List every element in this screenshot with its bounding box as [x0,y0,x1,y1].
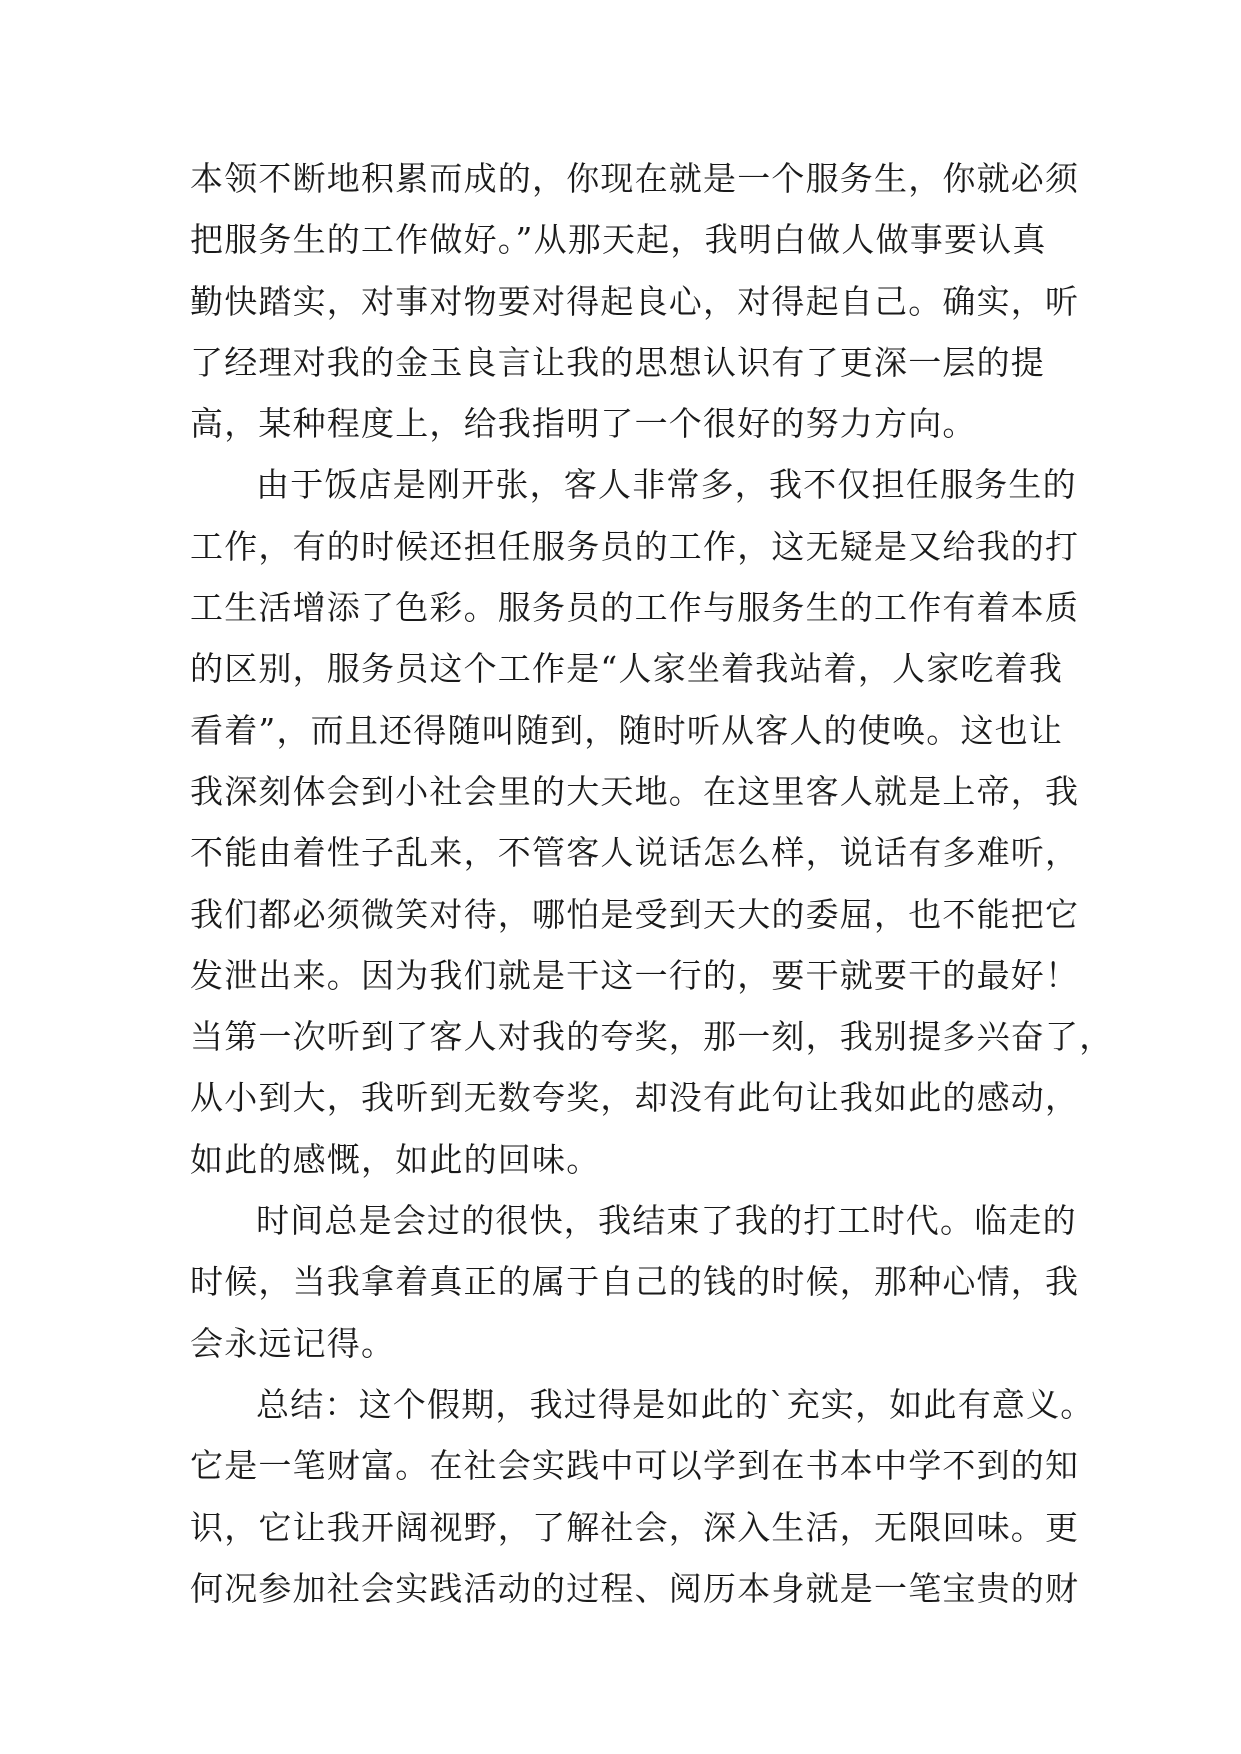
text-line: 会永远记得。 [190,1323,396,1363]
text-line: 了经理对我的金玉良言让我的思想认识有了更深一层的提 [190,342,1045,382]
text-line: 当第一次听到了客人对我的夸奖，那一刻，我别提多兴奋了， [190,1017,1114,1057]
text-line: 从小到大，我听到无数夸奖，却没有此句让我如此的感动， [190,1078,1080,1118]
text-line: 发泄出来。因为我们就是干这一行的，要干就要干的最好！ [190,955,1080,995]
paragraph-start-line: 总结：这个假期，我过得是如此的`充实，如此有意义。 [256,1384,1095,1424]
text-line: 我深刻体会到小社会里的大天地。在这里客人就是上帝，我 [190,771,1080,811]
paragraph-start-line: 时间总是会过的很快，我结束了我的打工时代。临走的 [256,1201,1077,1241]
text-line: 的区别，服务员这个工作是“人家坐着我站着，人家吃着我 [190,649,1064,689]
text-line: 我们都必须微笑对待，哪怕是受到天大的委屈，也不能把它 [190,894,1080,934]
text-line: 识，它让我开阔视野，了解社会，深入生活，无限回味。更 [190,1507,1080,1547]
text-line: 勤快踏实，对事对物要对得起良心，对得起自己。确实，听 [190,281,1080,321]
text-line: 不能由着性子乱来，不管客人说话怎么样，说话有多难听， [190,833,1080,873]
text-line: 看着”，而且还得随叫随到，随时听从客人的使唤。这也让 [190,710,1064,750]
text-line: 把服务生的工作做好。”从那天起，我明白做人做事要认真 [190,220,1047,260]
text-line: 它是一笔财富。在社会实践中可以学到在书本中学不到的知 [190,1446,1080,1486]
text-line: 何况参加社会实践活动的过程、阅历本身就是一笔宝贵的财 [190,1568,1080,1608]
text-line: 本领不断地积累而成的，你现在就是一个服务生，你就必须 [190,159,1080,198]
text-line: 高，某种程度上，给我指明了一个很好的努力方向。 [190,404,977,444]
text-line: 工作，有的时候还担任服务员的工作，这无疑是又给我的打 [190,526,1080,566]
text-line: 时候，当我拿着真正的属于自己的钱的时候，那种心情，我 [190,1262,1080,1302]
text-line: 如此的感慨，如此的回味。 [190,1139,601,1179]
paragraph-start-line: 由于饭店是刚开张，客人非常多，我不仅担任服务生的 [256,465,1077,505]
document-page [190,148,1114,1619]
text-line: 工生活增添了色彩。服务员的工作与服务生的工作有着本质 [190,588,1080,628]
